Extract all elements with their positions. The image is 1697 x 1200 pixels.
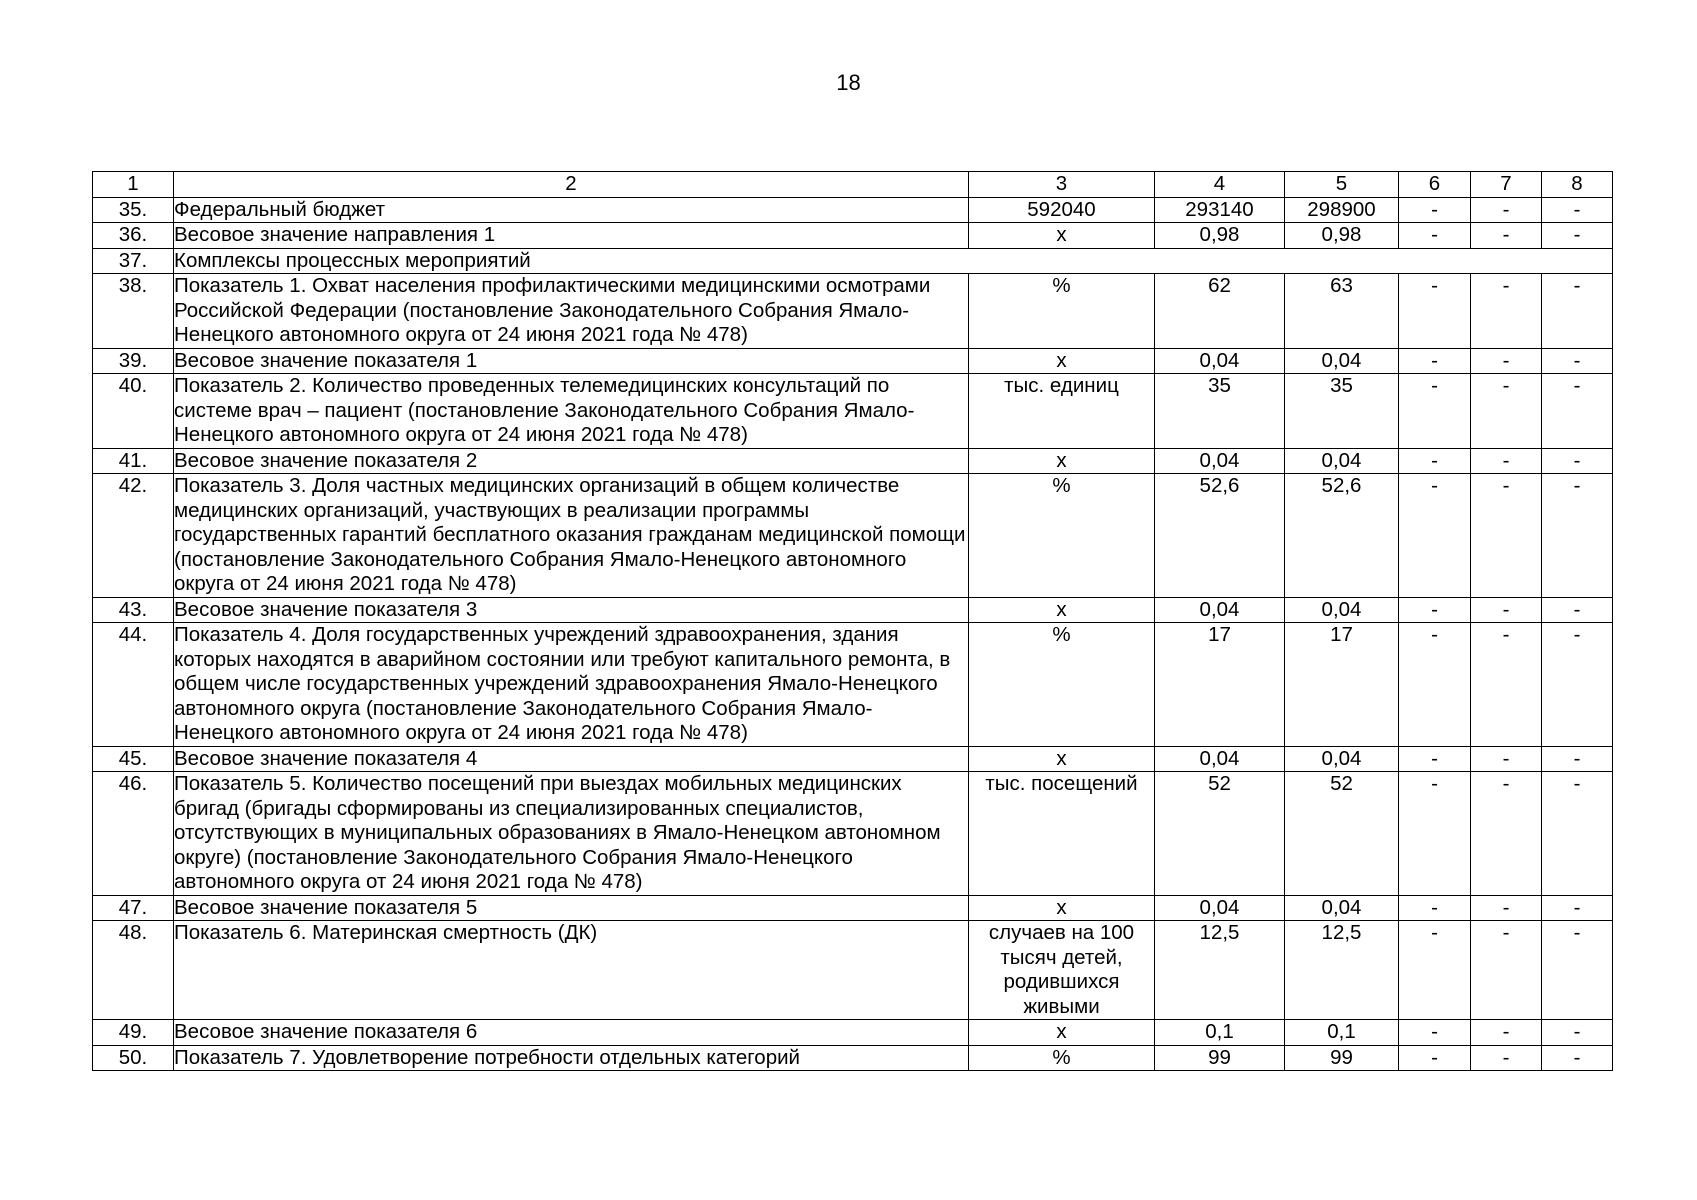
indicator-name-cell: Весовое значение показателя 2 [174,448,969,474]
value-cell-col6: - [1399,274,1471,349]
value-cell-col8: - [1542,474,1613,598]
unit-cell: % [969,474,1155,598]
value-cell-col6: - [1399,746,1471,772]
unit-cell: х [969,448,1155,474]
indicator-name-cell: Показатель 3. Доля частных медицинских организаций в общем количестве медицинских организаций, участвующих в реализации программы государственных гарантий бесплатного оказания гражданам медицинской помощи (постановление Законодательного Собрания Ямало-Ненецкого автономного округа от 24 июня 2021 года № 478) [174,474,969,598]
table-row [93,348,1613,374]
indicator-name-cell: Весовое значение показателя 3 [174,597,969,623]
unit-cell: % [969,274,1155,349]
value-cell-col8: - [1542,348,1613,374]
value-cell-col6: - [1399,597,1471,623]
table-row [93,1020,1613,1046]
table-header-row [93,172,1613,198]
value-cell-col7: - [1471,921,1542,1020]
indicator-name-cell: Показатель 5. Количество посещений при выездах мобильных медицинских бригад (бригады сформированы из специализированных специалистов, отсутствующих в муниципальных образованиях в Ямало-Ненецком автономном округе) (постановление Законодательного Собрания Ямало-Ненецкого автономного округа от 24 июня 2021 года № 478) [174,772,969,896]
value-cell-col6: - [1399,448,1471,474]
value-cell-col7: - [1471,772,1542,896]
row-number-cell: 39. [93,348,174,374]
row-number-cell: 43. [93,597,174,623]
indicator-name-cell: Показатель 7. Удовлетворение потребности отдельных категорий [174,1045,969,1071]
value-cell-col7: - [1471,448,1542,474]
table-row [93,197,1613,223]
header-cell-5: 5 [1285,172,1399,198]
table-row [93,772,1613,896]
value-cell-col4: 0,04 [1155,448,1285,474]
value-cell-col4: 62 [1155,274,1285,349]
table-row [93,248,1613,274]
value-cell-col8: - [1542,1020,1613,1046]
value-cell-col5: 0,04 [1285,597,1399,623]
value-cell-col7: - [1471,746,1542,772]
unit-cell: 592040 [969,197,1155,223]
value-cell-col7: - [1471,274,1542,349]
unit-cell: х [969,597,1155,623]
unit-cell: х [969,223,1155,249]
row-number-cell: 42. [93,474,174,598]
unit-cell: х [969,746,1155,772]
value-cell-col8: - [1542,597,1613,623]
row-number-cell: 36. [93,223,174,249]
value-cell-col7: - [1471,223,1542,249]
header-cell-2: 2 [174,172,969,198]
row-number-cell: 50. [93,1045,174,1071]
value-cell-col6: - [1399,623,1471,747]
table-row [93,474,1613,598]
row-number-cell: 44. [93,623,174,747]
unit-cell: х [969,895,1155,921]
indicator-name-cell: Весовое значение направления 1 [174,223,969,249]
header-cell-6: 6 [1399,172,1471,198]
value-cell-col7: - [1471,1020,1542,1046]
value-cell-col6: - [1399,474,1471,598]
indicator-name-cell: Показатель 6. Материнская смертность (ДК) [174,921,969,1020]
value-cell-col6: - [1399,1020,1471,1046]
row-number-cell: 37. [93,248,174,274]
value-cell-col8: - [1542,448,1613,474]
value-cell-col5: 52,6 [1285,474,1399,598]
table-body [93,172,1613,1071]
indicator-name-cell: Весовое значение показателя 5 [174,895,969,921]
table-row [93,895,1613,921]
value-cell-col5: 52 [1285,772,1399,896]
value-cell-col6: - [1399,348,1471,374]
row-number-cell: 45. [93,746,174,772]
unit-cell: % [969,623,1155,747]
page-number: 18 [836,70,861,95]
value-cell-col7: - [1471,374,1542,449]
value-cell-col5: 17 [1285,623,1399,747]
row-number-cell: 38. [93,274,174,349]
value-cell-col4: 35 [1155,374,1285,449]
value-cell-col5: 298900 [1285,197,1399,223]
table-row [93,1045,1613,1071]
value-cell-col7: - [1471,197,1542,223]
value-cell-col6: - [1399,223,1471,249]
value-cell-col5: 63 [1285,274,1399,349]
value-cell-col6: - [1399,921,1471,1020]
value-cell-col4: 0,04 [1155,597,1285,623]
indicator-name-cell: Федеральный бюджет [174,197,969,223]
value-cell-col4: 0,04 [1155,895,1285,921]
unit-cell: % [969,1045,1155,1071]
unit-cell: тыс. посещений [969,772,1155,896]
value-cell-col6: - [1399,772,1471,896]
value-cell-col5: 0,04 [1285,895,1399,921]
value-cell-col8: - [1542,1045,1613,1071]
value-cell-col7: - [1471,348,1542,374]
value-cell-col6: - [1399,895,1471,921]
table-row [93,623,1613,747]
value-cell-col5: 0,04 [1285,448,1399,474]
value-cell-col7: - [1471,895,1542,921]
indicator-name-cell: Показатель 1. Охват населения профилактическими медицинскими осмотрами Российской Федерации (постановление Законодательного Собрания Ямало-Ненецкого автономного округа от 24 июня 2021 года № 478) [174,274,969,349]
table-row [93,223,1613,249]
value-cell-col4: 0,04 [1155,746,1285,772]
value-cell-col8: - [1542,772,1613,896]
value-cell-col8: - [1542,921,1613,1020]
indicator-name-cell: Весовое значение показателя 1 [174,348,969,374]
table-row [93,274,1613,349]
unit-cell: х [969,1020,1155,1046]
unit-cell: х [969,348,1155,374]
header-cell-8: 8 [1542,172,1613,198]
row-number-cell: 41. [93,448,174,474]
table-row [93,597,1613,623]
table-row [93,448,1613,474]
value-cell-col5: 0,1 [1285,1020,1399,1046]
table-row [93,921,1613,1020]
value-cell-col4: 12,5 [1155,921,1285,1020]
value-cell-col5: 12,5 [1285,921,1399,1020]
table-row [93,746,1613,772]
row-number-cell: 40. [93,374,174,449]
value-cell-col8: - [1542,895,1613,921]
value-cell-col8: - [1542,623,1613,747]
table-row [93,374,1613,449]
value-cell-col6: - [1399,374,1471,449]
value-cell-col5: 35 [1285,374,1399,449]
indicator-name-cell: Показатель 2. Количество проведенных телемедицинских консультаций по системе врач – пациент (постановление Законодательного Собрания Ямало-Ненецкого автономного округа от 24 июня 2021 года № 478) [174,374,969,449]
value-cell-col5: 0,04 [1285,746,1399,772]
value-cell-col4: 0,1 [1155,1020,1285,1046]
header-cell-4: 4 [1155,172,1285,198]
row-number-cell: 46. [93,772,174,896]
section-title-cell: Комплексы процессных мероприятий [174,248,1613,274]
indicator-name-cell: Весовое значение показателя 4 [174,746,969,772]
row-number-cell: 49. [93,1020,174,1046]
value-cell-col8: - [1542,223,1613,249]
value-cell-col6: - [1399,197,1471,223]
value-cell-col4: 52 [1155,772,1285,896]
row-number-cell: 47. [93,895,174,921]
value-cell-col7: - [1471,1045,1542,1071]
row-number-cell: 35. [93,197,174,223]
value-cell-col4: 52,6 [1155,474,1285,598]
value-cell-col8: - [1542,746,1613,772]
value-cell-col8: - [1542,197,1613,223]
value-cell-col5: 99 [1285,1045,1399,1071]
value-cell-col4: 17 [1155,623,1285,747]
value-cell-col7: - [1471,597,1542,623]
row-number-cell: 48. [93,921,174,1020]
indicator-name-cell: Показатель 4. Доля государственных учреждений здравоохранения, здания которых находятся в аварийном состоянии или требуют капитального ремонта, в общем числе государственных учреждений здравоохранения Ямало-Ненецкого автономного округа (постановление Законодательного Собрания Ямало-Ненецкого автономного округа от 24 июня 2021 года № 478) [174,623,969,747]
header-cell-1: 1 [93,172,174,198]
value-cell-col4: 0,04 [1155,348,1285,374]
indicators-table [92,171,1613,1071]
value-cell-col4: 99 [1155,1045,1285,1071]
value-cell-col7: - [1471,623,1542,747]
unit-cell: случаев на 100 тысяч детей, родившихся живыми [969,921,1155,1020]
value-cell-col8: - [1542,374,1613,449]
value-cell-col5: 0,04 [1285,348,1399,374]
value-cell-col6: - [1399,1045,1471,1071]
value-cell-col4: 293140 [1155,197,1285,223]
value-cell-col8: - [1542,274,1613,349]
value-cell-col4: 0,98 [1155,223,1285,249]
indicator-name-cell: Весовое значение показателя 6 [174,1020,969,1046]
header-cell-3: 3 [969,172,1155,198]
value-cell-col7: - [1471,474,1542,598]
header-cell-7: 7 [1471,172,1542,198]
unit-cell: тыс. единиц [969,374,1155,449]
value-cell-col5: 0,98 [1285,223,1399,249]
